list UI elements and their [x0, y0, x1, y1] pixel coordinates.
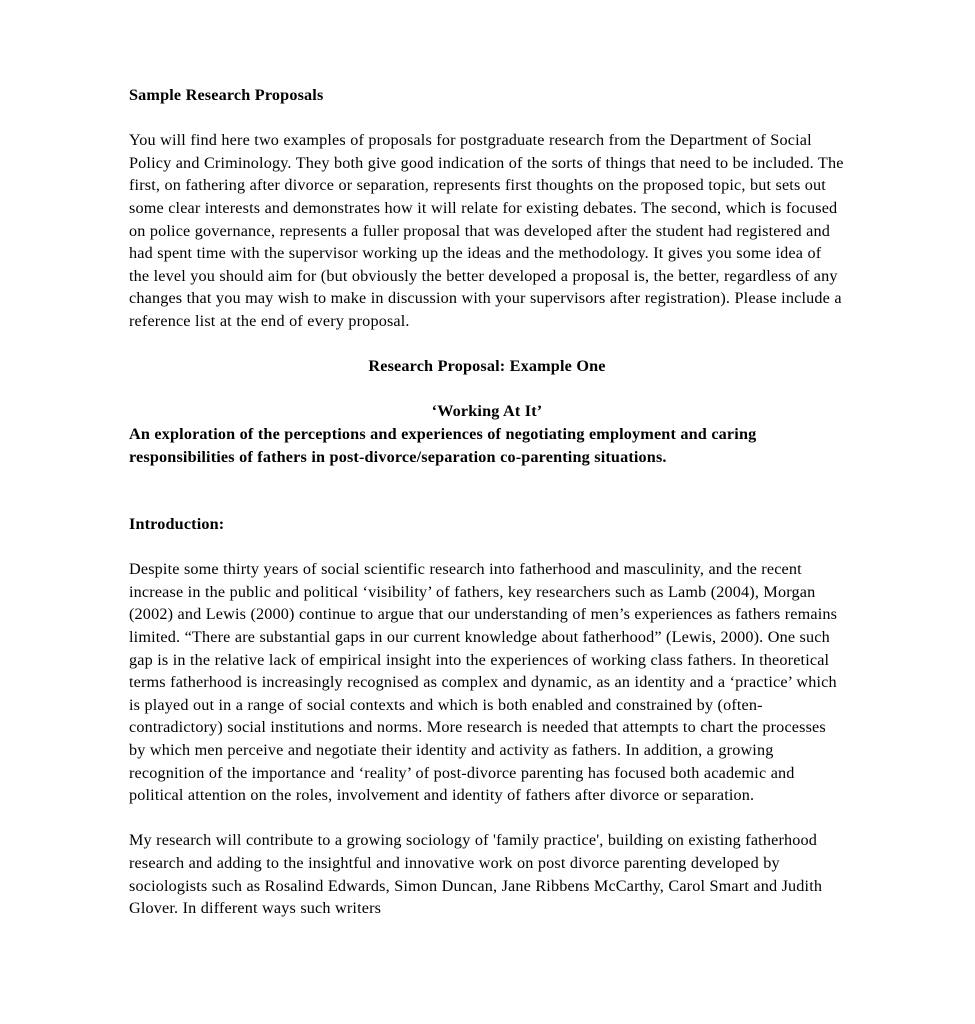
spacer	[129, 807, 845, 830]
spacer	[129, 378, 845, 401]
proposal-short-title: ‘Working At It’	[431, 402, 543, 421]
introduction-heading: Introduction:	[129, 515, 225, 534]
intro-paragraph: You will find here two examples of proposals for postgraduate research from the Department of Social Policy and Criminology. They both give good indication of the sorts of things that need to be included. The first, on fathering after divorce or separation, represents first thoughts on the proposed topic, but sets out some clear interests and demonstrates how it will relate for existing debates. The second, which is focused on police governance, represents a fuller proposal that was developed after the student had registered and had spent time with the supervisor working up the ideas and the methodology. It gives you some idea of the level you should aim for (but obviously the better developed a proposal is, the better, regardless of any changes that you may wish to make in discussion with your supervisors after registration). Please include a reference list at the end of every proposal.	[129, 131, 844, 330]
spacer	[129, 468, 845, 513]
spacer	[129, 333, 845, 356]
proposal-subtitle: An exploration of the perceptions and experiences of negotiating employment and caring responsibilities of fathers in post-divorce/separation co-parenting situations.	[129, 424, 757, 466]
example-heading: Research Proposal: Example One	[368, 357, 606, 376]
spacer	[129, 107, 845, 130]
introduction-paragraph: Despite some thirty years of social scientific research into fatherhood and masculinity, and the recent increase in the public and political ‘visibility’ of fathers, key researchers such as Lamb (2004), Morgan (2002) and Lewis (2000) continue to argue that our understanding of men’s experiences as fathers remains limited. “There are substantial gaps in our current knowledge about fatherhood” (Lewis, 2000). One such gap is in the relative lack of empirical insight into the experiences of working class fathers. In theoretical terms fatherhood is increasingly recognised as complex and dynamic, as an identity and a ‘practice’ which is played out in a range of social contexts and which is both enabled and constrained by (often-contradictory) social institutions and norms. More research is needed that attempts to chart the processes by which men perceive and negotiate their identity and activity as fathers. In addition, a growing recognition of the importance and ‘reality’ of post-divorce parenting has focused both academic and political attention on the roles, involvement and identity of fathers after divorce or separation.	[129, 560, 838, 805]
spacer	[129, 536, 845, 559]
contribution-paragraph: My research will contribute to a growing sociology of 'family practice', building on existing fatherhood research and adding to the insightful and innovative work on post divorce parenting developed by sociologists such as Rosalind Edwards, Simon Duncan, Jane Ribbens McCarthy, Carol Smart and Judith Glover. In different ways such writers	[129, 831, 823, 918]
document-title: Sample Research Proposals	[129, 86, 324, 104]
document-body	[129, 84, 845, 920]
